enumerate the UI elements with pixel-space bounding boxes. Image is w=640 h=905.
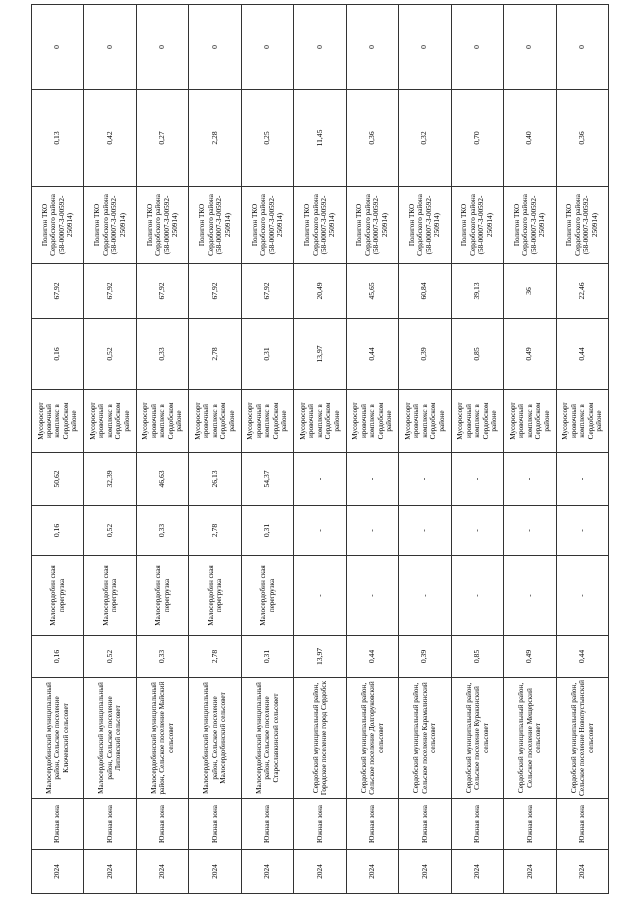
cell-year: 2024 — [294, 850, 346, 894]
cell-residual: 0 — [504, 5, 556, 90]
cell-transfer-volume: - — [294, 506, 346, 556]
table-row — [451, 5, 503, 894]
cell-year: 2024 — [504, 850, 556, 894]
cell-sorting-facility: Мусоросорт ировочный комплекс в Сердобском районе — [32, 390, 84, 453]
cell-transfer-site: - — [294, 556, 346, 636]
table-row — [32, 5, 84, 894]
cell-sorting-volume: 0,33 — [136, 319, 188, 390]
cell-transfer-site: Малосердобин ская перегрузка — [241, 556, 293, 636]
cell-transfer-volume: - — [451, 506, 503, 556]
rotated-table-wrapper — [31, 5, 609, 894]
cell-sorting-facility: Мусоросорт ировочный комплекс в Сердобском районе — [399, 390, 451, 453]
cell-zone: Южная зона — [451, 799, 503, 850]
cell-residual: 0 — [84, 5, 136, 90]
cell-landfill-volume: 0,42 — [84, 90, 136, 187]
cell-year: 2024 — [136, 850, 188, 894]
cell-transfer-site: Малосердобин ская перегрузка — [136, 556, 188, 636]
cell-year: 2024 — [241, 850, 293, 894]
cell-transfer-site: - — [504, 556, 556, 636]
cell-residual: 0 — [294, 5, 346, 90]
cell-transfer-volume: 0,31 — [241, 506, 293, 556]
table-row — [399, 5, 451, 894]
cell-zone: Южная зона — [189, 799, 241, 850]
cell-transfer-site: - — [399, 556, 451, 636]
cell-transfer-volume: 2,78 — [189, 506, 241, 556]
waste-flow-table — [31, 4, 609, 894]
cell-landfill: Полигон ТКО Сердобского района (58-00007-З-00592-250914) — [504, 187, 556, 264]
cell-settlement: Малосердобинский муниципальный район, Сельское поселение Майский сельсовет — [136, 678, 188, 799]
cell-residual: 0 — [556, 5, 608, 90]
cell-sorting-distance: 39,13 — [451, 264, 503, 319]
cell-transfer-volume: - — [346, 506, 398, 556]
cell-zone: Южная зона — [241, 799, 293, 850]
cell-transfer-volume: 0,33 — [136, 506, 188, 556]
cell-transfer-site: - — [556, 556, 608, 636]
cell-settlement: Сердобский муниципальный район, Сельское поселение Куракинский сельсовет — [451, 678, 503, 799]
cell-settlement: Сердобский муниципальный район, Сельское поселение Карамалинский сельсовет — [399, 678, 451, 799]
cell-waste-volume: 0,44 — [346, 636, 398, 678]
cell-landfill-volume: 11,45 — [294, 90, 346, 187]
cell-landfill: Полигон ТКО Сердобского района (58-00007-З-00592-250914) — [556, 187, 608, 264]
cell-sorting-volume: 0,52 — [84, 319, 136, 390]
cell-sorting-facility: Мусоросорт ировочный комплекс в Сердобском районе — [346, 390, 398, 453]
cell-zone: Южная зона — [84, 799, 136, 850]
cell-year: 2024 — [189, 850, 241, 894]
cell-transfer-site: Малосердобин ская перегрузка — [189, 556, 241, 636]
cell-landfill-volume: 0,25 — [241, 90, 293, 187]
cell-settlement: Малосердобинский муниципальный район, Сельское поселение Старославкинский сельсовет — [241, 678, 293, 799]
cell-zone: Южная зона — [32, 799, 84, 850]
cell-sorting-volume: 2,78 — [189, 319, 241, 390]
cell-landfill-volume: 0,32 — [399, 90, 451, 187]
cell-transfer-site: Малосердобин ская перегрузка — [84, 556, 136, 636]
cell-settlement: Сердобский муниципальный район, Сельское поселение Мещерский сельсовет — [504, 678, 556, 799]
cell-transfer-distance: 54,37 — [241, 453, 293, 506]
cell-transfer-volume: - — [399, 506, 451, 556]
cell-transfer-distance: - — [346, 453, 398, 506]
table-row — [84, 5, 136, 894]
cell-sorting-distance: 67,92 — [136, 264, 188, 319]
cell-transfer-volume: - — [504, 506, 556, 556]
table-row — [556, 5, 608, 894]
cell-year: 2024 — [399, 850, 451, 894]
cell-waste-volume: 0,39 — [399, 636, 451, 678]
cell-landfill: Полигон ТКО Сердобского района (58-00007-З-00592-250914) — [32, 187, 84, 264]
cell-settlement: Малосердобинский муниципальный район, Сельское поселение Липовский сельсовет — [84, 678, 136, 799]
cell-sorting-volume: 0,49 — [504, 319, 556, 390]
cell-sorting-facility: Мусоросорт ировочный комплекс в Сердобском районе — [556, 390, 608, 453]
cell-sorting-facility: Мусоросорт ировочный комплекс в Сердобском районе — [504, 390, 556, 453]
cell-landfill: Полигон ТКО Сердобского района (58-00007-З-00592-250914) — [399, 187, 451, 264]
cell-settlement: Малосердобинский муниципальный район, Сельское поселение Ключевский сельсовет — [32, 678, 84, 799]
cell-landfill: Полигон ТКО Сердобского района (58-00007-З-00592-250914) — [451, 187, 503, 264]
cell-sorting-volume: 0,85 — [451, 319, 503, 390]
cell-landfill: Полигон ТКО Сердобского района (58-00007-З-00592-250914) — [294, 187, 346, 264]
cell-transfer-distance: 26,13 — [189, 453, 241, 506]
cell-sorting-distance: 60,84 — [399, 264, 451, 319]
table-row — [504, 5, 556, 894]
cell-landfill-volume: 2,28 — [189, 90, 241, 187]
cell-sorting-distance: 67,92 — [32, 264, 84, 319]
cell-transfer-site: - — [451, 556, 503, 636]
cell-sorting-distance: 67,92 — [189, 264, 241, 319]
cell-landfill-volume: 0,13 — [32, 90, 84, 187]
cell-landfill: Полигон ТКО Сердобского района (58-00007-З-00592-250914) — [241, 187, 293, 264]
cell-settlement: Сердобский муниципальный район, Сельское поселение Долгоруковский сельсовет — [346, 678, 398, 799]
cell-waste-volume: 0,52 — [84, 636, 136, 678]
cell-transfer-distance: - — [451, 453, 503, 506]
cell-transfer-distance: 32,39 — [84, 453, 136, 506]
cell-transfer-distance: 50,62 — [32, 453, 84, 506]
cell-sorting-facility: Мусоросорт ировочный комплекс в Сердобском районе — [241, 390, 293, 453]
cell-landfill: Полигон ТКО Сердобского района (58-00007-З-00592-250914) — [84, 187, 136, 264]
cell-sorting-facility: Мусоросорт ировочный комплекс в Сердобском районе — [84, 390, 136, 453]
cell-transfer-distance: - — [399, 453, 451, 506]
cell-zone: Южная зона — [556, 799, 608, 850]
cell-sorting-facility: Мусоросорт ировочный комплекс в Сердобском районе — [451, 390, 503, 453]
cell-transfer-site: Малосердобин ская перегрузка — [32, 556, 84, 636]
cell-residual: 0 — [451, 5, 503, 90]
cell-landfill: Полигон ТКО Сердобского района (58-00007-З-00592-250914) — [189, 187, 241, 264]
table-row — [189, 5, 241, 894]
cell-sorting-volume: 0,44 — [556, 319, 608, 390]
cell-year: 2024 — [346, 850, 398, 894]
cell-settlement: Сердобский муниципальный район, Городское поселение город Сердобск — [294, 678, 346, 799]
cell-landfill-volume: 0,27 — [136, 90, 188, 187]
cell-sorting-distance: 67,92 — [241, 264, 293, 319]
cell-sorting-volume: 0,39 — [399, 319, 451, 390]
cell-sorting-distance: 20,49 — [294, 264, 346, 319]
cell-settlement: Сердобский муниципальный район, Сельское поселение Новопустынский сельсовет — [556, 678, 608, 799]
cell-transfer-distance: - — [556, 453, 608, 506]
cell-waste-volume: 0,33 — [136, 636, 188, 678]
cell-transfer-volume: 0,52 — [84, 506, 136, 556]
cell-transfer-volume: 0,16 — [32, 506, 84, 556]
cell-zone: Южная зона — [504, 799, 556, 850]
cell-sorting-facility: Мусоросорт ировочный комплекс в Сердобском районе — [294, 390, 346, 453]
cell-transfer-site: - — [346, 556, 398, 636]
cell-residual: 0 — [136, 5, 188, 90]
cell-transfer-distance: - — [504, 453, 556, 506]
cell-zone: Южная зона — [136, 799, 188, 850]
cell-transfer-distance: - — [294, 453, 346, 506]
cell-waste-volume: 0,31 — [241, 636, 293, 678]
cell-residual: 0 — [346, 5, 398, 90]
cell-settlement: Малосердобинский муниципальный район, Сельское поселение Малосердобинский сельсовет — [189, 678, 241, 799]
cell-landfill-volume: 0,40 — [504, 90, 556, 187]
cell-zone: Южная зона — [346, 799, 398, 850]
cell-year: 2024 — [84, 850, 136, 894]
cell-year: 2024 — [32, 850, 84, 894]
table-row — [241, 5, 293, 894]
cell-sorting-distance: 67,92 — [84, 264, 136, 319]
cell-residual: 0 — [241, 5, 293, 90]
cell-transfer-distance: 46,63 — [136, 453, 188, 506]
cell-year: 2024 — [556, 850, 608, 894]
cell-year: 2024 — [451, 850, 503, 894]
cell-residual: 0 — [189, 5, 241, 90]
cell-sorting-facility: Мусоросорт ировочный комплекс в Сердобском районе — [136, 390, 188, 453]
cell-waste-volume: 0,16 — [32, 636, 84, 678]
cell-waste-volume: 0,49 — [504, 636, 556, 678]
table-row — [294, 5, 346, 894]
cell-sorting-facility: Мусоросорт ировочный комплекс в Сердобском районе — [189, 390, 241, 453]
cell-residual: 0 — [399, 5, 451, 90]
cell-landfill-volume: 0,36 — [346, 90, 398, 187]
cell-waste-volume: 13,97 — [294, 636, 346, 678]
table-row — [346, 5, 398, 894]
cell-sorting-distance: 45,65 — [346, 264, 398, 319]
cell-landfill: Полигон ТКО Сердобского района (58-00007-З-00592-250914) — [136, 187, 188, 264]
cell-sorting-distance: 36 — [504, 264, 556, 319]
cell-sorting-distance: 22,46 — [556, 264, 608, 319]
cell-sorting-volume: 0,16 — [32, 319, 84, 390]
cell-sorting-volume: 0,44 — [346, 319, 398, 390]
cell-landfill: Полигон ТКО Сердобского района (58-00007-З-00592-250914) — [346, 187, 398, 264]
cell-zone: Южная зона — [294, 799, 346, 850]
cell-zone: Южная зона — [399, 799, 451, 850]
cell-sorting-volume: 13,97 — [294, 319, 346, 390]
cell-waste-volume: 0,44 — [556, 636, 608, 678]
table-row — [136, 5, 188, 894]
cell-sorting-volume: 0,31 — [241, 319, 293, 390]
cell-transfer-volume: - — [556, 506, 608, 556]
cell-residual: 0 — [32, 5, 84, 90]
cell-landfill-volume: 0,70 — [451, 90, 503, 187]
cell-landfill-volume: 0,36 — [556, 90, 608, 187]
cell-waste-volume: 2,78 — [189, 636, 241, 678]
cell-waste-volume: 0,85 — [451, 636, 503, 678]
